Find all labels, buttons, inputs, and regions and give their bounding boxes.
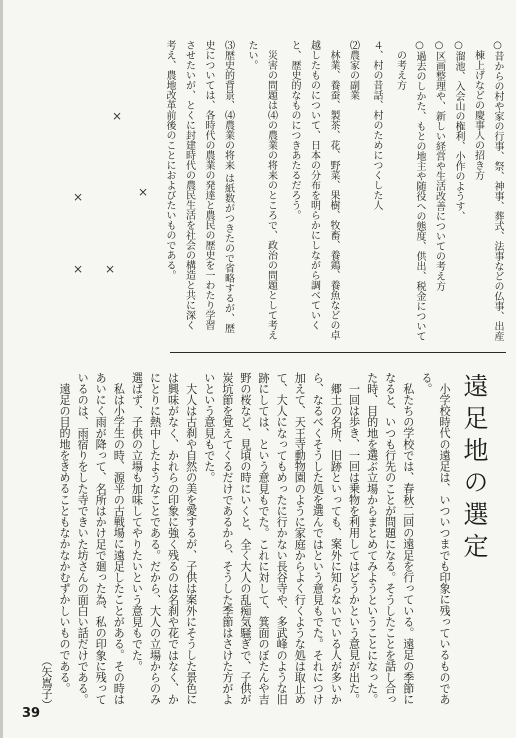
page-edge bbox=[0, 0, 3, 738]
text-line: なると、いつも行先のことが問題になる。そうしたことを話し合っ bbox=[383, 372, 397, 705]
section-divider bbox=[170, 352, 506, 353]
text-line: させたいが、とくに封建時代の農民生活を社会の構造と共に深く bbox=[183, 40, 195, 330]
text-line: 小学校時代の遠足は、いついつまでも印象に残っているものであ bbox=[438, 383, 451, 705]
text-line: 一回は歩き、一回は乗物を利用してはどうかという意見が出た。 bbox=[347, 383, 361, 705]
cross-mark: × bbox=[73, 262, 84, 276]
text-line: ⑶歴史的背景、⑷農業の将来 は紙数がつきたので省略するが、歴 bbox=[222, 40, 234, 334]
text-line: 遠足の目的地をきめることもなかなかむずかしいものである。 bbox=[58, 383, 72, 694]
cross-mark: × bbox=[112, 109, 123, 123]
top-section bbox=[160, 40, 508, 346]
text-line: 災害の問題は⑷の農業の将来のところで、政治の問題として考え bbox=[265, 50, 277, 340]
text-line: いるのは、雨宿りをした寺できいた坊さんの面白い話だけである。 bbox=[76, 372, 90, 705]
text-line: 考え、農地改革前後のことにおよびたいものである。 bbox=[164, 40, 175, 280]
text-line: 跡にしては、という意見もでた。これに対して、箕面のぼたんや吉 bbox=[257, 372, 271, 705]
text-line: 選ばず、子供の立場も加味してやりたいという意見もでた。 bbox=[130, 372, 144, 672]
text-line: 棟上げなどの慶事人の招き方 bbox=[472, 50, 484, 180]
text-line: た時、目的地を選ぶ立場からまとめてみようということになった。 bbox=[365, 372, 379, 705]
text-line: 野の桜など、見頃の時にいくと、全く大人の乱痴気騒ぎで、子供が bbox=[238, 372, 252, 705]
section-heading: ⑵農家の副業 bbox=[347, 40, 359, 100]
text-line: にとりに熱中したようなことである。だから、大人の立場からのみ bbox=[148, 372, 162, 705]
text-line: 越したものについて、日本の分布を明らかにしながら調べていく bbox=[308, 40, 320, 330]
text-line: いという意見もでた。 bbox=[202, 372, 216, 483]
text-line: たい。 bbox=[246, 40, 257, 70]
cross-mark: × bbox=[105, 262, 116, 276]
text-line: は興味がなく、かれらの印象に強く残るのは名刹や花ではなく、か bbox=[166, 372, 180, 705]
text-line: 炭坑節を覚えてくるだけであるから、そうした季節はさけた方がよ bbox=[220, 372, 234, 705]
text-line: と、歴史的なものにつきあたるだろう。 bbox=[289, 40, 300, 220]
text-line: ら、なるべくそうした処を選んではという意見もでた。それにつけ bbox=[311, 372, 325, 705]
text-line: ○区画整理や、新しい経営や生活改善についての考え方 bbox=[433, 40, 445, 291]
text-line: 大人は古刹や自然の美を愛するが、子供は案外にそうした景色に bbox=[184, 383, 198, 705]
text-line: ○過去のしかた、もとの地主や随役への態度、供出、税金について bbox=[414, 40, 425, 341]
text-line: ○昔からの村や家の行事、祭、神事、葬式、法事などの仏事、出産 bbox=[492, 40, 503, 341]
cross-mark: × bbox=[73, 190, 84, 204]
essay-body bbox=[37, 372, 453, 710]
text-line: 史については、各時代の農業の発達と農民の歴史を一わたり学習 bbox=[203, 40, 214, 330]
text-line: 加えて、天王寺動物園のように家庭からよく行くような処は取止め bbox=[293, 372, 307, 705]
text-line: て、大人になってもめったに行かない長谷寺や、多武峰のような旧 bbox=[275, 372, 289, 705]
page-number: 39 bbox=[22, 706, 41, 721]
text-line: 私たちの学校では、春秋二回の遠足を行っている。遠足の季節に bbox=[401, 383, 415, 705]
text-line: ○溜池、入会山の権利、小作のようす、 bbox=[453, 40, 464, 221]
text-line: 郷土の名所、旧跡といっても、案外に知らないでいる人が多いか bbox=[329, 383, 343, 705]
text-line: 私は小学生の時、源平の古戦場に遠足したことがある。その時は bbox=[112, 383, 126, 705]
list-heading: ４、村の昔話、村のためにつくした人 bbox=[371, 40, 382, 210]
cross-mark: × bbox=[138, 185, 149, 199]
text-line: の考え方 bbox=[394, 50, 406, 90]
author-signature: （矢嶌子） bbox=[39, 654, 53, 710]
essay-title: 遠足地の選定 bbox=[460, 373, 489, 565]
text-line: 林業、養蚕、製茶、花、野菜、果樹、牧畜、養鶏、養魚などの卓 bbox=[328, 50, 339, 340]
text-line: る。 bbox=[419, 372, 433, 395]
text-line: あいにく雨が降って、名所はかけ足で廻った為、私の印象に残って bbox=[94, 372, 108, 705]
